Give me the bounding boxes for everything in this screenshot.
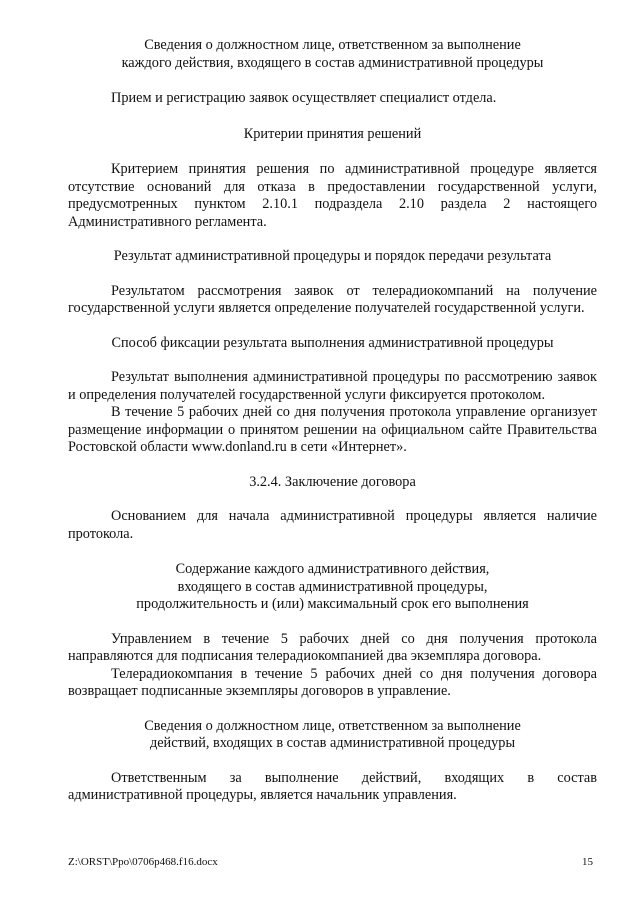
body-paragraph: Прием и регистрацию заявок осуществляет специалист отдела. (111, 90, 497, 106)
body-paragraph: Телерадиокомпания в течение 5 рабочих дней со дня получения договора возвращает подписанные экземпляры договоров в управление. (68, 665, 597, 699)
section-decision-criteria (68, 126, 597, 232)
section-heading-line: Критерии принятия решений (243, 125, 422, 142)
section-heading-line: входящего в состав административной процедуры, (177, 578, 488, 595)
section-official-responsible-actions (68, 718, 597, 805)
section-heading-line: продолжительность и (или) максимальный срок его выполнения (136, 596, 529, 612)
section-heading-line: Сведения о должностном лице, ответственном за выполнение (144, 717, 521, 734)
body-paragraph: В течение 5 рабочих дней со дня получения протокола управление организует размещение информации о принятом решении на официальном сайте Правительства Ростовской области www.donland.ru в сети «Интернет». (68, 404, 597, 455)
section-heading-line: каждого действия, входящего в состав административной процедуры (121, 54, 544, 71)
footer-page-number: 15 (582, 856, 593, 868)
section-heading-line: Содержание каждого административного действия, (175, 561, 490, 577)
section-action-content (68, 561, 597, 701)
section-contract-conclusion (68, 474, 597, 544)
document-body (68, 37, 597, 805)
section-procedure-result (68, 248, 597, 318)
body-paragraph: Результат выполнения административной процедуры по рассмотрению заявок и определения получателей государственной услуги фиксируется протоколом. (68, 369, 597, 403)
section-heading-line: Сведения о должностном лице, ответственном за выполнение (144, 37, 521, 53)
section-official-responsible-each-action (68, 37, 597, 108)
section-heading-line: действий, входящих в состав административной процедуры (149, 735, 516, 751)
body-paragraph: Результатом рассмотрения заявок от телерадиокомпаний на получение государственной услуги является определение получателей государственной услуги. (68, 282, 597, 316)
body-paragraph: Управлением в течение 5 рабочих дней со дня получения протокола направляются для подписания телерадиокомпанией два экземпляра договора. (68, 630, 597, 664)
footer-file-path: Z:\ORST\Ppo\0706p468.f16.docx (68, 856, 218, 868)
section-heading-line: Способ фиксации результата выполнения административной процедуры (111, 334, 554, 351)
section-heading-line: Результат административной процедуры и порядок передачи результата (113, 248, 552, 264)
section-heading-line: 3.2.4. Заключение договора (249, 473, 416, 490)
body-paragraph: Критерием принятия решения по административной процедуре является отсутствие оснований для отказа в предоставлении государственной услуги, предусмотренных пунктом 2.10.1 подраздела 2.10 раздела 2 настоящего Административного регламента. (68, 161, 597, 230)
body-paragraph: Ответственным за выполнение действий, входящих в состав административной процедуры, является начальник управления. (68, 769, 597, 803)
section-result-recording (68, 335, 597, 457)
body-paragraph: Основанием для начала административной процедуры является наличие протокола. (68, 508, 597, 542)
